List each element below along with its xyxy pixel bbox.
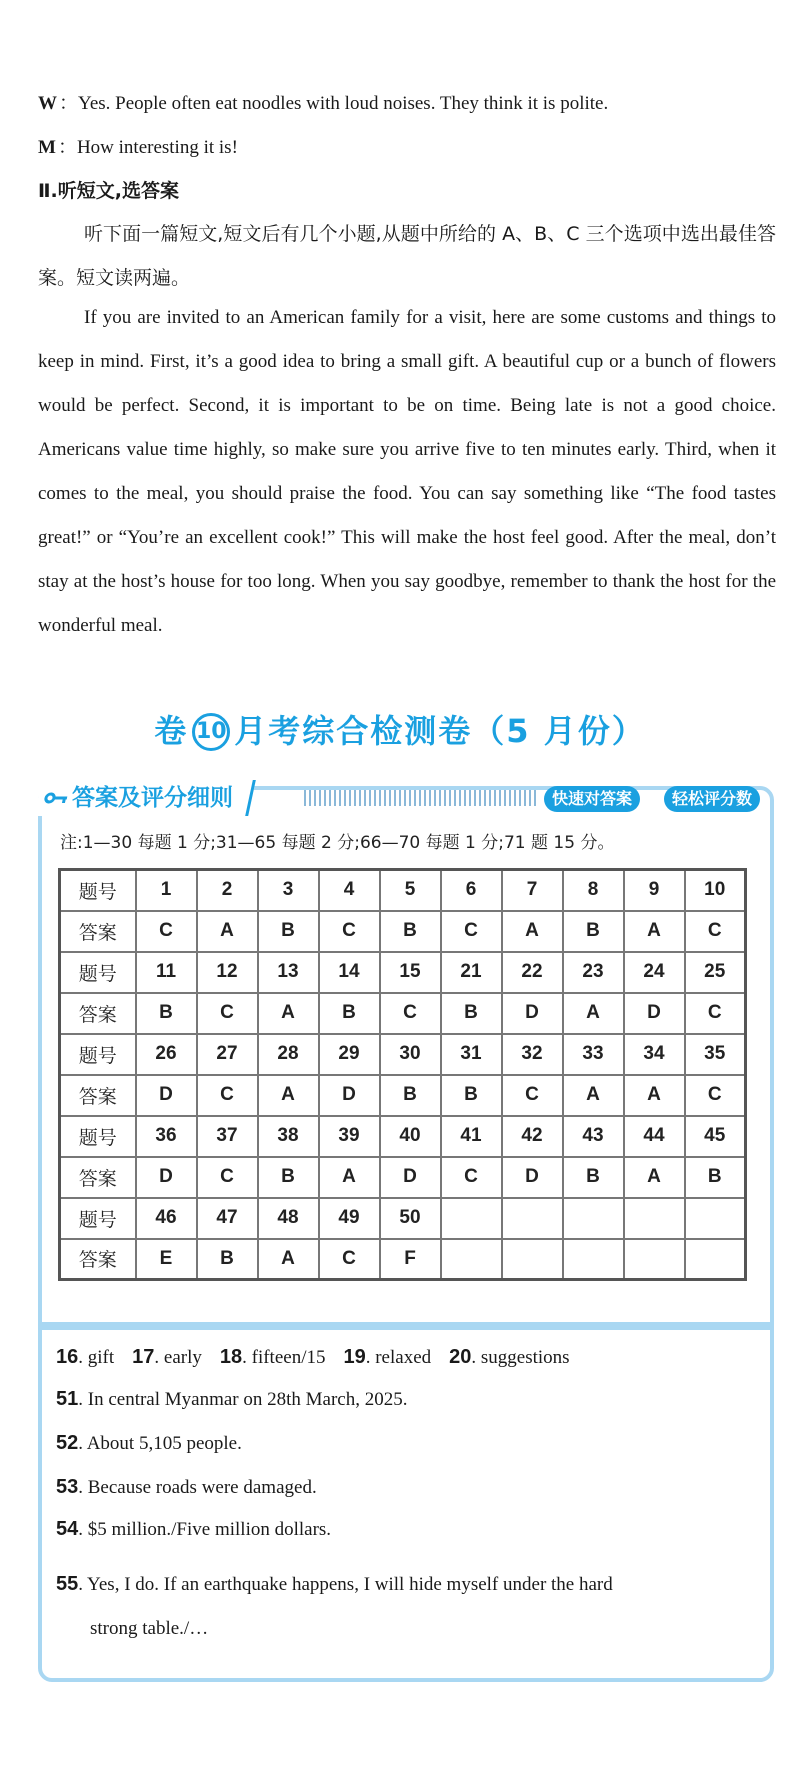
question-number-cell: 39 — [319, 1116, 380, 1157]
question-number-cell: 38 — [258, 1116, 319, 1157]
question-number-cell: 9 — [624, 870, 685, 911]
question-number-cell: 44 — [624, 1116, 685, 1157]
question-number: 19 — [343, 1346, 366, 1368]
question-number-cell: 42 — [502, 1116, 563, 1157]
answer-text: . relaxed — [365, 1347, 432, 1368]
answer-54 — [56, 1518, 331, 1541]
fill-answers-line — [56, 1346, 588, 1369]
speaker-w: W — [38, 93, 57, 114]
question-number: 51 — [56, 1388, 79, 1410]
answer-cell: A — [624, 1157, 685, 1198]
pill-easy-score: 轻松评分数 — [664, 786, 760, 812]
question-number: 18 — [219, 1346, 243, 1368]
question-label: 题号 — [60, 952, 136, 993]
question-label: 题号 — [60, 1198, 136, 1239]
answer-cell: A — [624, 1075, 685, 1116]
answer-label: 答案 — [60, 993, 136, 1034]
question-number: 16 — [56, 1346, 79, 1368]
answer-cell: D — [502, 993, 563, 1034]
answer-row — [60, 1157, 746, 1198]
answer-cell: C — [136, 911, 197, 952]
answer-cell: C — [319, 911, 380, 952]
answer-text: . In central Myanmar on 28th March, 2025. — [78, 1389, 408, 1410]
answer-cell: B — [380, 911, 441, 952]
question-number-cell: 23 — [563, 952, 624, 993]
answer-cell: B — [685, 1157, 746, 1198]
question-label: 题号 — [60, 870, 136, 911]
question-number-cell: 37 — [197, 1116, 258, 1157]
answer-text: . Yes, I do. If an earthquake happens, I will hide myself under the hard — [78, 1574, 613, 1595]
answer-52 — [56, 1432, 242, 1455]
answer-label: 答案 — [60, 1239, 136, 1280]
answer-cell: A — [258, 1239, 319, 1280]
question-number-cell: 36 — [136, 1116, 197, 1157]
question-number-cell — [441, 1198, 502, 1239]
question-number-cell: 41 — [441, 1116, 502, 1157]
question-number-cell — [502, 1198, 563, 1239]
answer-cell: D — [380, 1157, 441, 1198]
answer-cell — [502, 1239, 563, 1280]
question-number-cell: 46 — [136, 1198, 197, 1239]
question-number-row — [60, 1198, 746, 1239]
answer-cell: B — [197, 1239, 258, 1280]
banner-prefix: 卷 — [154, 712, 189, 750]
question-number-cell: 49 — [319, 1198, 380, 1239]
answer-row — [60, 1075, 746, 1116]
answer-53 — [56, 1476, 317, 1499]
question-number: 53 — [56, 1476, 79, 1498]
dialog-text-w: ：Yes. People often eat noodles with loud noises. They think it is polite. — [59, 93, 609, 114]
banner-title: 月考综合检测卷（5 月份） — [234, 712, 646, 750]
answer-cell: A — [563, 993, 624, 1034]
question-number-cell: 2 — [197, 870, 258, 911]
dialog-text-m: ：How interesting it is! — [57, 137, 238, 158]
dialog-line-w — [38, 88, 608, 115]
question-label: 题号 — [60, 1034, 136, 1075]
answer-cell: C — [441, 1157, 502, 1198]
question-number-cell: 27 — [197, 1034, 258, 1075]
answer-cell: A — [563, 1075, 624, 1116]
answer-cell: B — [258, 911, 319, 952]
answer-cell: C — [197, 993, 258, 1034]
question-number-cell: 21 — [441, 952, 502, 993]
answer-row — [60, 911, 746, 952]
answer-cell: C — [685, 911, 746, 952]
answer-cell: B — [563, 911, 624, 952]
answer-text: . gift — [78, 1347, 115, 1368]
question-number-cell: 12 — [197, 952, 258, 993]
question-number-cell: 43 — [563, 1116, 624, 1157]
question-number-cell: 32 — [502, 1034, 563, 1075]
answer-cell: C — [197, 1075, 258, 1116]
question-number-cell: 50 — [380, 1198, 441, 1239]
answer-text-continued: strong table./… — [90, 1618, 209, 1639]
key-icon — [42, 788, 70, 808]
question-number-cell: 40 — [380, 1116, 441, 1157]
scoring-note: 注:1—30 每题 1 分;31—65 每题 2 分;66—70 每题 1 分;71 题 15 分。 — [60, 833, 615, 853]
answer-cell: D — [502, 1157, 563, 1198]
question-number-cell: 30 — [380, 1034, 441, 1075]
answer-text: . Because roads were damaged. — [78, 1477, 317, 1498]
listening-passage: If you are invited to an American family for a visit, here are some customs and things to keep in mind. First, it’s a good idea to bring a small gift. A beautiful cup or a bunch of flowers would be perfect. Second, it is important to be on time. Being late is not a good choice. Americans value time highly, so make sure you arrive five to ten minutes early. Third, when it comes to the meal, you should praise the food. You can say something like “The food tastes great!” or “You’re an excellent cook!” This will make the host feel good. After the meal, don’t stay at the host’s house for too long. When you say goodbye, remember to thank the host for the wonderful meal. — [38, 307, 776, 636]
question-number: 55 — [56, 1573, 79, 1595]
banner-number: 10 — [192, 713, 230, 751]
fill-answer-16 — [56, 1346, 114, 1369]
question-number-cell: 48 — [258, 1198, 319, 1239]
question-number-cell: 47 — [197, 1198, 258, 1239]
answer-box-header — [38, 780, 774, 816]
answer-text: . About 5,105 people. — [78, 1433, 242, 1454]
question-number-cell: 14 — [319, 952, 380, 993]
question-number-cell: 6 — [441, 870, 502, 911]
answer-text: . fifteen/15 — [242, 1347, 326, 1368]
question-number-cell: 4 — [319, 870, 380, 911]
exam-banner — [0, 706, 800, 752]
question-number-cell: 3 — [258, 870, 319, 911]
answer-text: . suggestions — [471, 1347, 570, 1368]
answer-cell: B — [258, 1157, 319, 1198]
section-heading: Ⅱ.听短文,选答案 — [38, 180, 179, 202]
answer-cell: A — [258, 993, 319, 1034]
answer-cell: C — [502, 1075, 563, 1116]
section-instructions: 听下面一篇短文,短文后有几个小题,从题中所给的 A、B、C 三个选项中选出最佳答案。短文读两遍。 — [38, 223, 776, 289]
question-number-cell: 15 — [380, 952, 441, 993]
question-number-cell: 35 — [685, 1034, 746, 1075]
divider — [42, 1322, 770, 1330]
answer-cell: A — [319, 1157, 380, 1198]
header-stripes — [304, 790, 538, 806]
answer-label: 答案 — [60, 911, 136, 952]
answer-table — [58, 868, 747, 1281]
answer-cell: A — [197, 911, 258, 952]
answer-cell: C — [685, 993, 746, 1034]
answer-cell: A — [624, 911, 685, 952]
header-title: 答案及评分细则 — [72, 785, 233, 811]
question-number-cell — [563, 1198, 624, 1239]
fill-answer-17 — [132, 1346, 202, 1369]
answer-cell — [624, 1239, 685, 1280]
answer-cell: C — [441, 911, 502, 952]
question-number: 17 — [132, 1346, 155, 1368]
answer-row — [60, 993, 746, 1034]
pill-quick-check: 快速对答案 — [544, 786, 640, 812]
answer-cell: B — [319, 993, 380, 1034]
answer-cell: B — [136, 993, 197, 1034]
answer-label: 答案 — [60, 1075, 136, 1116]
question-number-cell: 1 — [136, 870, 197, 911]
answer-cell: D — [624, 993, 685, 1034]
question-number-cell: 8 — [563, 870, 624, 911]
answer-cell — [685, 1239, 746, 1280]
question-number-cell: 31 — [441, 1034, 502, 1075]
question-number: 54 — [56, 1518, 79, 1540]
answer-cell: A — [502, 911, 563, 952]
speaker-m: M — [38, 137, 56, 158]
answer-cell: C — [380, 993, 441, 1034]
question-number-cell: 7 — [502, 870, 563, 911]
question-number-cell: 28 — [258, 1034, 319, 1075]
question-number-cell: 11 — [136, 952, 197, 993]
question-number-cell — [685, 1198, 746, 1239]
question-number-cell: 10 — [685, 870, 746, 911]
answer-cell: D — [136, 1075, 197, 1116]
answer-cell — [563, 1239, 624, 1280]
question-number: 52 — [56, 1432, 79, 1454]
answer-text: . $5 million./Five million dollars. — [78, 1519, 332, 1540]
header-tab — [34, 780, 256, 816]
answer-cell: B — [441, 1075, 502, 1116]
question-number-row — [60, 1034, 746, 1075]
fill-answer-20 — [449, 1346, 569, 1369]
question-number-row — [60, 870, 746, 911]
answer-cell: F — [380, 1239, 441, 1280]
answer-cell: C — [319, 1239, 380, 1280]
dialog-line-m — [38, 132, 238, 159]
question-number: 20 — [449, 1346, 472, 1368]
answer-cell: A — [258, 1075, 319, 1116]
answer-label: 答案 — [60, 1157, 136, 1198]
answer-cell: B — [380, 1075, 441, 1116]
question-number-cell: 24 — [624, 952, 685, 993]
answer-cell: B — [563, 1157, 624, 1198]
question-number-cell: 22 — [502, 952, 563, 993]
question-number-cell: 45 — [685, 1116, 746, 1157]
question-number-cell: 34 — [624, 1034, 685, 1075]
answer-box — [38, 786, 774, 1682]
question-number-cell: 13 — [258, 952, 319, 993]
answer-cell: D — [319, 1075, 380, 1116]
answer-text: . early — [154, 1347, 202, 1368]
answer-51 — [56, 1388, 408, 1411]
question-number-row — [60, 1116, 746, 1157]
fill-answer-18 — [220, 1346, 326, 1369]
answer-row — [60, 1239, 746, 1280]
answer-55 — [56, 1562, 760, 1651]
question-number-cell: 29 — [319, 1034, 380, 1075]
answer-cell: C — [685, 1075, 746, 1116]
answer-cell: D — [136, 1157, 197, 1198]
answer-cell: C — [197, 1157, 258, 1198]
question-number-cell: 25 — [685, 952, 746, 993]
question-number-cell: 26 — [136, 1034, 197, 1075]
answer-cell: B — [441, 993, 502, 1034]
question-label: 题号 — [60, 1116, 136, 1157]
question-number-cell: 5 — [380, 870, 441, 911]
answer-cell — [441, 1239, 502, 1280]
answer-cell: E — [136, 1239, 197, 1280]
question-number-row — [60, 952, 746, 993]
question-number-cell — [624, 1198, 685, 1239]
question-number-cell: 33 — [563, 1034, 624, 1075]
fill-answer-19 — [343, 1346, 431, 1369]
